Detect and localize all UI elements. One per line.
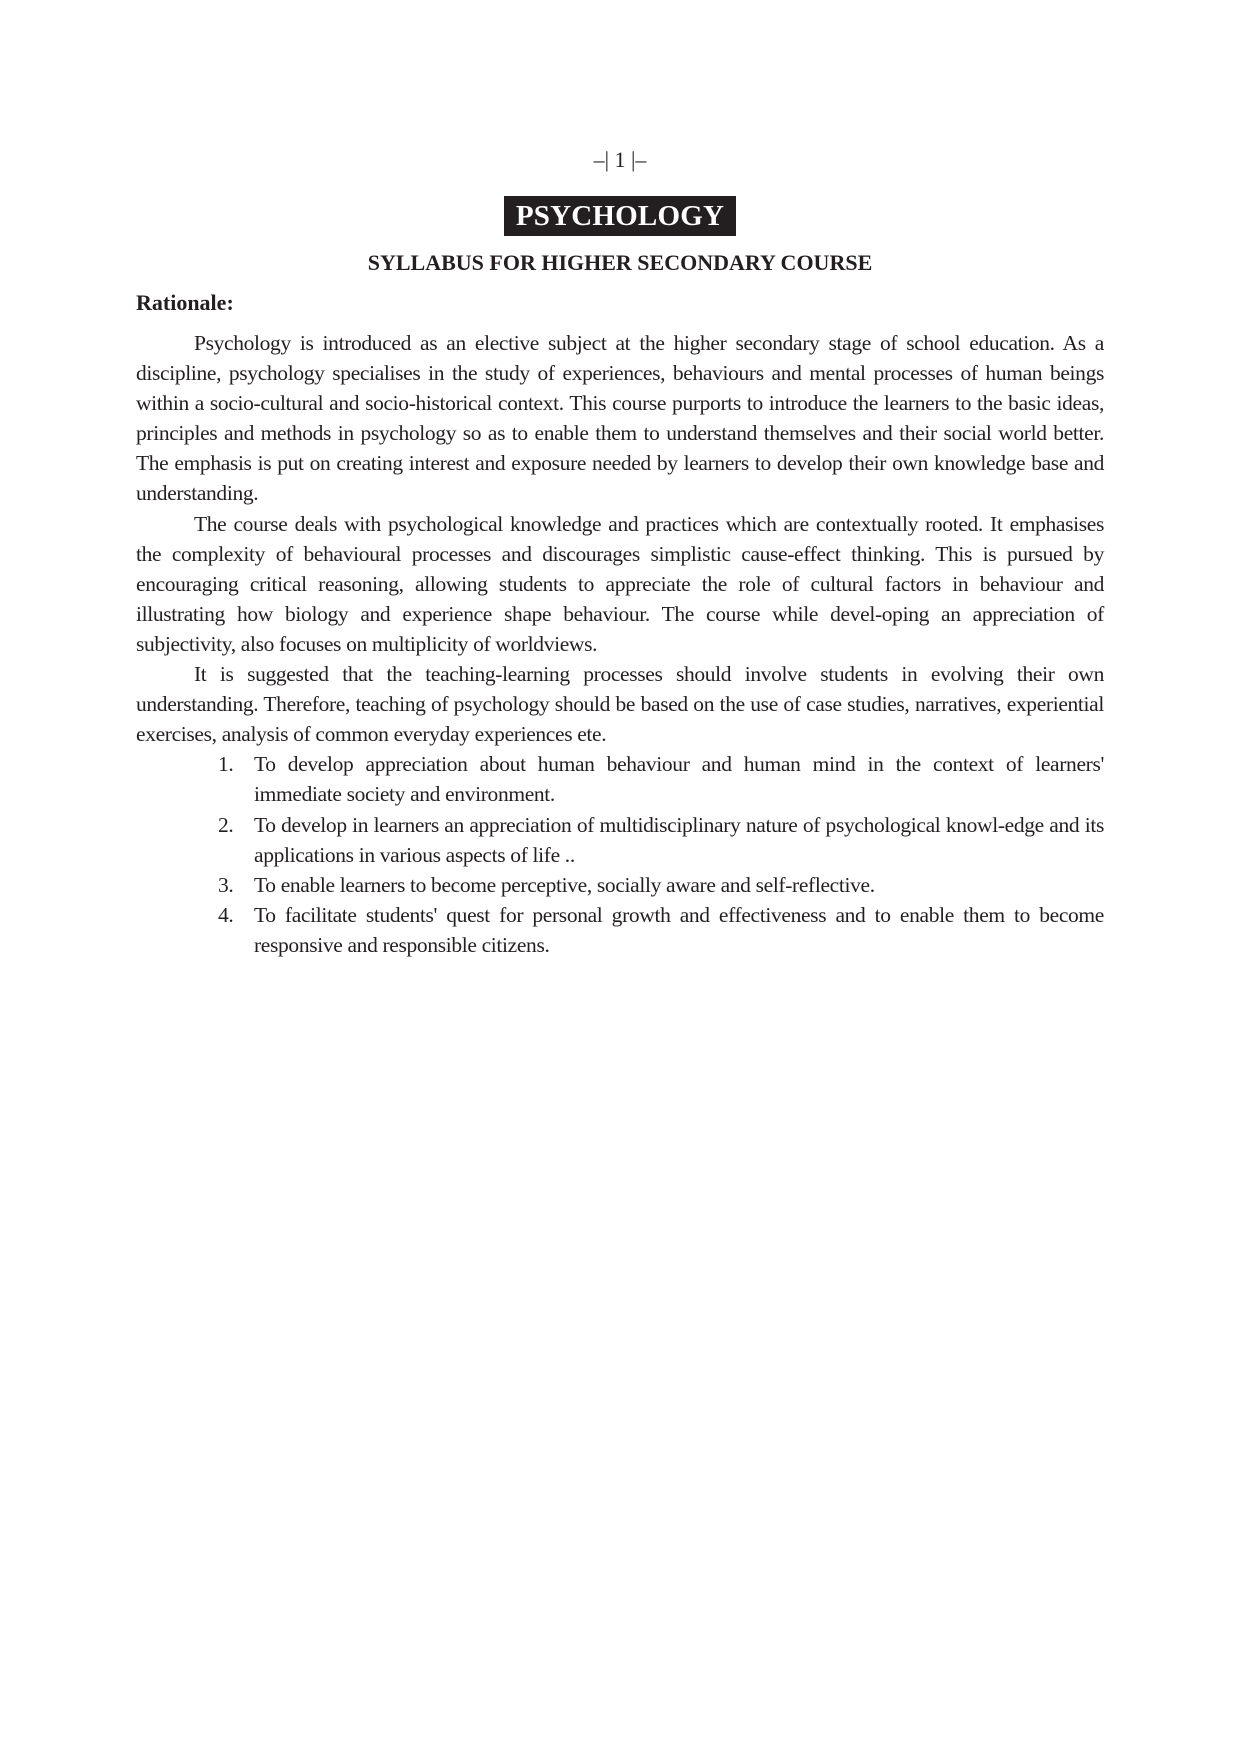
objective-item <box>218 810 1104 870</box>
rationale-paragraph: The course deals with psychological knowledge and practices which are contextually rooted. It emphasises the complexity of behavioural processes and discourages simplistic cause-effect thinking. This is pursued by encouraging critical reasoning, allowing students to appreciate the role of cultural factors in behaviour and illustrating how biology and experience shape behaviour. The course while devel-oping an appreciation of subjectivity, also focuses on multiplicity of worldviews. <box>136 511 1104 656</box>
rationale-heading: Rationale: <box>136 290 234 315</box>
objective-text: To enable learners to become perceptive, socially aware and self-reflective. <box>254 872 875 897</box>
rationale-section <box>136 288 1104 960</box>
course-title: SYLLABUS FOR HIGHER SECONDARY COURSE <box>367 250 873 275</box>
subject-title: PSYCHOLOGY <box>504 196 736 236</box>
objective-text: To develop in learners an appreciation of multidisciplinary nature of psychological knowl-edge and its applications in various aspects of life .. <box>254 812 1104 867</box>
page-number: –| 1 |– <box>593 147 647 172</box>
objective-number: 2. <box>218 812 234 837</box>
objectives-list <box>136 749 1104 960</box>
objective-number: 4. <box>218 902 234 927</box>
rationale-paragraph: Psychology is introduced as an elective subject at the higher secondary stage of school education. As a discipline, psychology specialises in the study of experiences, behaviours and mental processes of human beings within a socio-cultural and socio-historical context. This course purports to introduce the learners to the basic ideas, principles and methods in psychology so as to enable them to understand themselves and their social world better. The emphasis is put on creating interest and exposure needed by learners to develop their own knowledge base and understanding. <box>136 331 1104 506</box>
objective-item <box>218 749 1104 809</box>
subject-title-banner <box>0 196 1240 236</box>
objective-item <box>218 870 1104 900</box>
rationale-paragraph: It is suggested that the teaching-learning processes should involve students in evolving their own understanding. Therefore, teaching of psychology should be based on the use of case studies, narratives, experiential exercises, analysis of common everyday experiences ete. <box>136 662 1104 747</box>
objective-number: 1. <box>218 752 234 777</box>
objective-item <box>218 900 1104 960</box>
objective-text: To develop appreciation about human behaviour and human mind in the context of learners' immediate society and environment. <box>254 752 1104 807</box>
objective-text: To facilitate students' quest for personal growth and effectiveness and to enable them to become responsive and responsible citizens. <box>254 902 1104 957</box>
objective-number: 3. <box>218 872 234 897</box>
